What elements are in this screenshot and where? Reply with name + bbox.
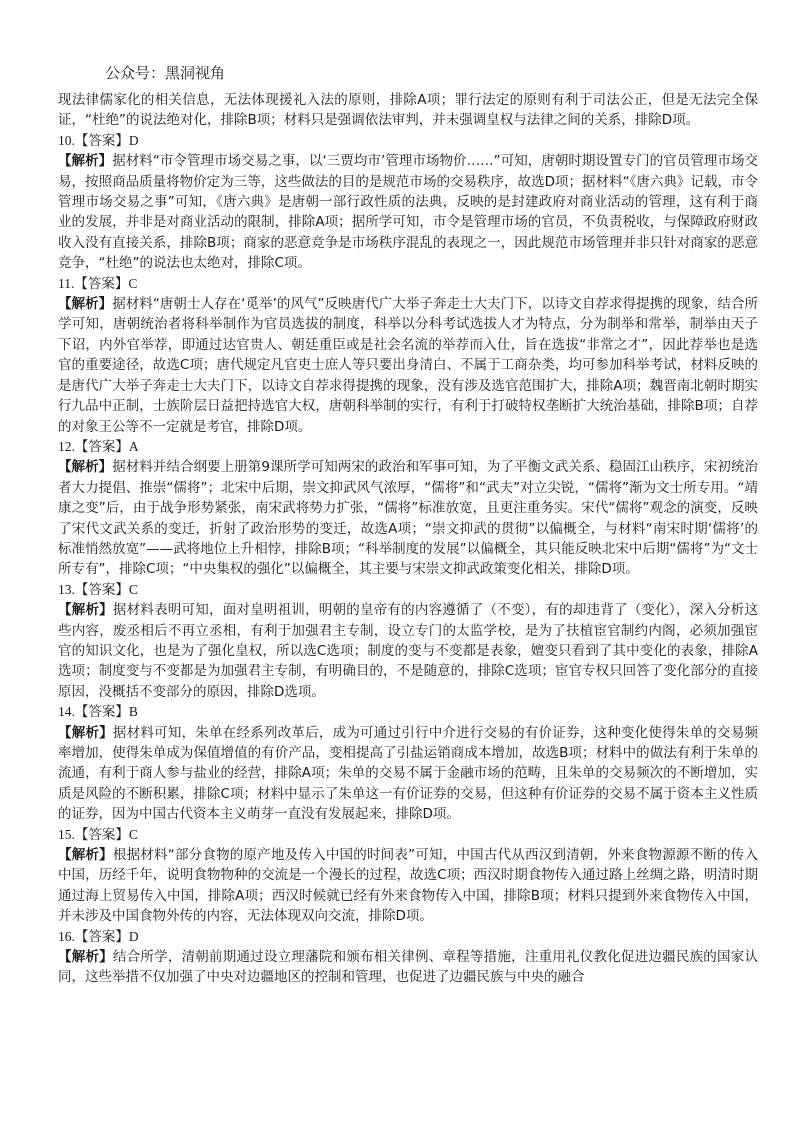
answer-line-12: 12.【答案】A <box>58 438 139 454</box>
analysis-tag: 【解析】 <box>58 459 113 476</box>
analysis-text: 根据材料“部分食物的原产地及传入中国的时间表”可知，中国古代从西汉到清朝，外来食物源源不断的传入中国，历经千年，说明食物物种的交流是一个漫长的过程，故选C项；西汉时期食物传入通过路上丝绸之路，明清时期通过海上贸易传入中国，排除A项；西汉时候就已经有外来食物传入中国，排除B项；材料只提到外来食物传入中国，并未涉及中国食物外传的内容，无法体现双向交流，排除D项。 <box>58 847 758 925</box>
analysis-10 <box>58 151 758 273</box>
analysis-tag: 【解析】 <box>58 847 113 864</box>
analysis-text: 据材料表明可知，面对皇明祖训，明朝的皇帝有的内容遵循了（不变），有的却违背了（变化），深入分析这些内容，废丞相后不再立丞相，有利于加强君主专制，设立专门的太监学校，是为了扶植宦官制约内阁，必须加强宦官的知识文化，也是为了强化皇权，所以选C选项；制度的变与不变都是表象，嬗变只看到了其中变化的表象，排除A选项；制度变与不变都是为加强君主专制，有明确目的，不是随意的，排除C选项；宦官专权只回答了变化部分的直接原因，没概括不变部分的原因，排除D选项。 <box>58 602 759 700</box>
analysis-tag: 【解析】 <box>58 602 113 619</box>
analysis-14 <box>58 723 758 825</box>
analysis-text: 据材料“市令管理市场交易之事，以‘三贾均市’管理市场物价……”可知，唐朝时期设置专门的官员管理市场交易，按照商品质量将物价定为三等，这些做法的目的是规范市场的交易秩序，故选D项；据材料“《唐六典》记载，市令管理市场交易之事”可知，《唐六典》是唐朝一部行政性质的法典，反映的是封建政府对商业活动的管理，这有利于商业的发展，并非是对商业活动的限制，排除A项；据所学可知，市令是管理市场的官员，不负责税收，与保障政府财政收入没有直接关系，排除B项；商家的恶意竞争是市场秩序混乱的表现之一，因此规范市场管理并非只针对商家的恶意竞争，“杜绝”的说法也太绝对，排除C项。 <box>58 153 759 272</box>
analysis-15 <box>58 845 758 927</box>
watermark: 公众号：黑洞视角 <box>105 64 226 82</box>
answer-line-10: 10.【答案】D <box>58 132 139 148</box>
answer-line-15: 15.【答案】C <box>58 826 138 842</box>
document-body <box>58 90 758 988</box>
intro-paragraph: 现法律儒家化的相关信息，无法体现援礼入法的原则，排除A项；罪行法定的原则有利于司法公正，但是无法完全保证，“杜绝”的说法绝对化，排除B项；材料只是强调依法审判，并未强调皇权与法律之间的关系，排除D项。 <box>58 92 758 129</box>
analysis-13 <box>58 600 758 702</box>
analysis-text: 据材料可知，朱单在经系列改革后，成为可通过引行中介进行交易的有价证券，这种变化使得朱单的交易频率增加，使得朱单成为保值增值的有价产品，变相提高了引盐运销商成本增加，故选B项；材料中的做法有利于朱单的流通，有利于商人参与盐业的经营，排除A项；朱单的交易不属于金融市场的范畴，且朱单的交易频次的不断增加，实质是风险的不断积累，排除C项；材料中显示了朱单这一有价证券的交易，但这种有价证券的交易不属于资本主义性质的证券，因为中国古代资本主义萌芽一直没有发展起来，排除D项。 <box>58 724 759 823</box>
analysis-text: 据材料并结合纲要上册第9课所学可知两宋的政治和军事可知，为了平衡文武关系、稳固江山秩序，宋初统治者大力提倡、推崇“儒将”；北宋中后期，崇文抑武风气浓厚，“儒将”和“武夫”对立尖锐，“儒将”渐为文士所专用。“靖康之变”后，由于战争形势紧张，南宋武将势力扩张，“儒将”标准放宽，且更注重务实。宋代“儒将”观念的演变，反映了宋代文武关系的变迁，折射了政治形势的变迁，故选A项；“崇文抑武的贯彻”以偏概全，与材料“南宋时期‘儒将’的标准悄然放宽”——武将地位上升相悖，排除B项；“科举制度的发展”以偏概全，其只能反映北宋中后期“儒将”为“文士所专有”，排除C项；“中央集权的强化”以偏概全，其主要与宋崇文抑武政策变化相关，排除D项。 <box>58 459 759 578</box>
answer-line-11: 11.【答案】C <box>58 275 138 291</box>
analysis-tag: 【解析】 <box>58 724 113 741</box>
analysis-tag: 【解析】 <box>58 296 113 313</box>
answer-line-16: 16.【答案】D <box>58 928 139 944</box>
answer-line-14: 14.【答案】B <box>58 704 138 720</box>
analysis-11 <box>58 294 758 437</box>
analysis-12 <box>58 457 758 579</box>
analysis-tag: 【解析】 <box>58 949 113 966</box>
analysis-tag: 【解析】 <box>58 153 113 170</box>
answer-line-13: 13.【答案】C <box>58 581 138 597</box>
analysis-text: 据材料“唐朝士人存在‘觅举’的风气”反映唐代广大举子奔走士大夫门下，以诗文自荐求得提携的现象，结合所学可知，唐朝统治者将科举制作为官员选拔的制度，科举以分科考试选拔人才为特点，分为制举和常举，制举由天子下诏，内外官举荐，即通过达官贵人、朝廷重臣或是社会名流的举荐而入仕，旨在选拔“非常之才”，因此荐举也是选官的重要途径，故选C项；唐代规定凡官吏士庶人等只要出身清白、不属于工商杂类，均可参加科举考试，材料反映的是唐代广大举子奔走士大夫门下，以诗文自荐求得提携的现象，没有涉及选官范围扩大，排除A项；魏晋南北朝时期实行九品中正制，士族阶层日益把持选官大权，唐朝科举制的实行，有利于打破特权垄断扩大统治基础，排除B项；自荐的对象王公等不一定就是考官，排除D项。 <box>58 296 758 435</box>
analysis-text: 结合所学，清朝前期通过设立理藩院和颁布相关律例、章程等措施，注重用礼仪教化促进边疆民族的国家认同，这些举措不仅加强了中央对边疆地区的控制和管理，也促进了边疆民族与中央的融合 <box>58 949 759 986</box>
analysis-16 <box>58 947 758 988</box>
